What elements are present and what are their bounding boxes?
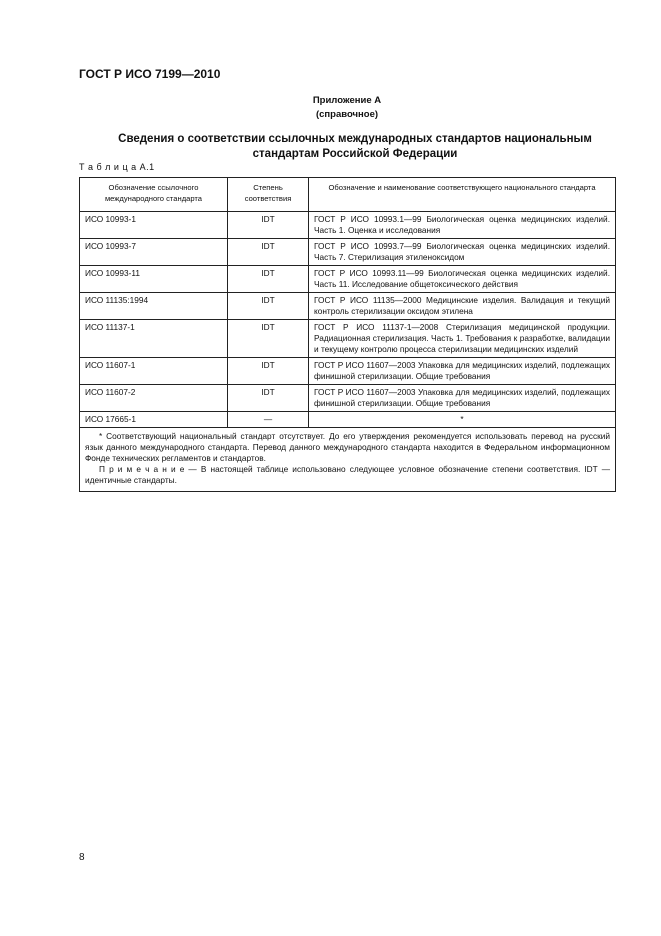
appendix-type: (справочное) [315, 109, 379, 120]
table-row [80, 412, 616, 428]
degree-cell: IDT [228, 212, 309, 239]
ref-standard-cell: ИСО 10993-1 [80, 212, 228, 239]
table-note: П р и м е ч а н и е — В настоящей таблице использовано следующее условное обозначение степени соответствия. IDT — идентичные стандарты. [85, 464, 610, 485]
national-standard-cell: ГОСТ Р ИСО 10993.7—99 Биологическая оценка медицинских изделий. Часть 7. Стерилизация этиленоксидом [309, 239, 616, 266]
degree-cell: IDT [228, 320, 309, 358]
degree-cell: — [228, 412, 309, 428]
table-row [80, 385, 616, 412]
degree-cell: IDT [228, 358, 309, 385]
national-standard-cell: * [309, 412, 616, 428]
correspondence-table [79, 177, 616, 492]
national-standard-cell: ГОСТ Р ИСО 10993.11—99 Биологическая оценка медицинских изделий. Часть 11. Исследование общетоксического действия [309, 266, 616, 293]
document-code: ГОСТ Р ИСО 7199—2010 [79, 67, 221, 81]
ref-standard-cell: ИСО 11607-1 [80, 358, 228, 385]
degree-cell: IDT [228, 293, 309, 320]
ref-standard-cell: ИСО 17665-1 [80, 412, 228, 428]
degree-cell: IDT [228, 239, 309, 266]
degree-cell: IDT [228, 385, 309, 412]
footnote: * Соответствующий национальный стандарт отсутствует. До его утверждения рекомендуется использовать перевод на русский язык данного международного стандарта. Перевод данного международного стандарта находится в Федеральном информационном Фонде технических регламентов и стандартов. [85, 431, 610, 463]
national-standard-cell: ГОСТ Р ИСО 10993.1—99 Биологическая оценка медицинских изделий. Часть 1. Оценка и исследования [309, 212, 616, 239]
degree-cell: IDT [228, 266, 309, 293]
column-header: Степень соответствия [228, 178, 309, 212]
ref-standard-cell: ИСО 10993-7 [80, 239, 228, 266]
table-row [80, 266, 616, 293]
national-standard-cell: ГОСТ Р ИСО 11137-1—2008 Стерилизация медицинской продукции. Радиационная стерилизация. Часть 1. Требования к разработке, валидации и текущему контролю процесса стерилизации медицинских изделий [309, 320, 616, 358]
table-caption: Т а б л и ц а А.1 [79, 162, 155, 172]
ref-standard-cell: ИСО 11607-2 [80, 385, 228, 412]
appendix-label: Приложение А [312, 95, 382, 106]
table-row [80, 212, 616, 239]
ref-standard-cell: ИСО 11135:1994 [80, 293, 228, 320]
national-standard-cell: ГОСТ Р ИСО 11607—2003 Упаковка для медицинских изделий, подлежащих финишной стерилизации. Общие требования [309, 385, 616, 412]
section-heading: Сведения о соответствии ссылочных международных стандартов национальным стандартам Российской Федерации [118, 133, 592, 160]
column-header: Обозначение ссылочного международного стандарта [80, 178, 228, 212]
national-standard-cell: ГОСТ Р ИСО 11607—2003 Упаковка для медицинских изделий, подлежащих финишной стерилизации. Общие требования [309, 358, 616, 385]
appendix-title [0, 94, 661, 122]
table-row [80, 320, 616, 358]
column-header: Обозначение и наименование соответствующего национального стандарта [309, 178, 616, 212]
national-standard-cell: ГОСТ Р ИСО 11135—2000 Медицинские изделия. Валидация и текущий контроль стерилизации оксидом этилена [309, 293, 616, 320]
ref-standard-cell: ИСО 10993-11 [80, 266, 228, 293]
ref-standard-cell: ИСО 11137-1 [80, 320, 228, 358]
table-row [80, 358, 616, 385]
page-number: 8 [79, 852, 85, 863]
table-header-row [80, 178, 616, 212]
table-footnote-row [80, 428, 616, 492]
table-row [80, 239, 616, 266]
table-row [80, 293, 616, 320]
